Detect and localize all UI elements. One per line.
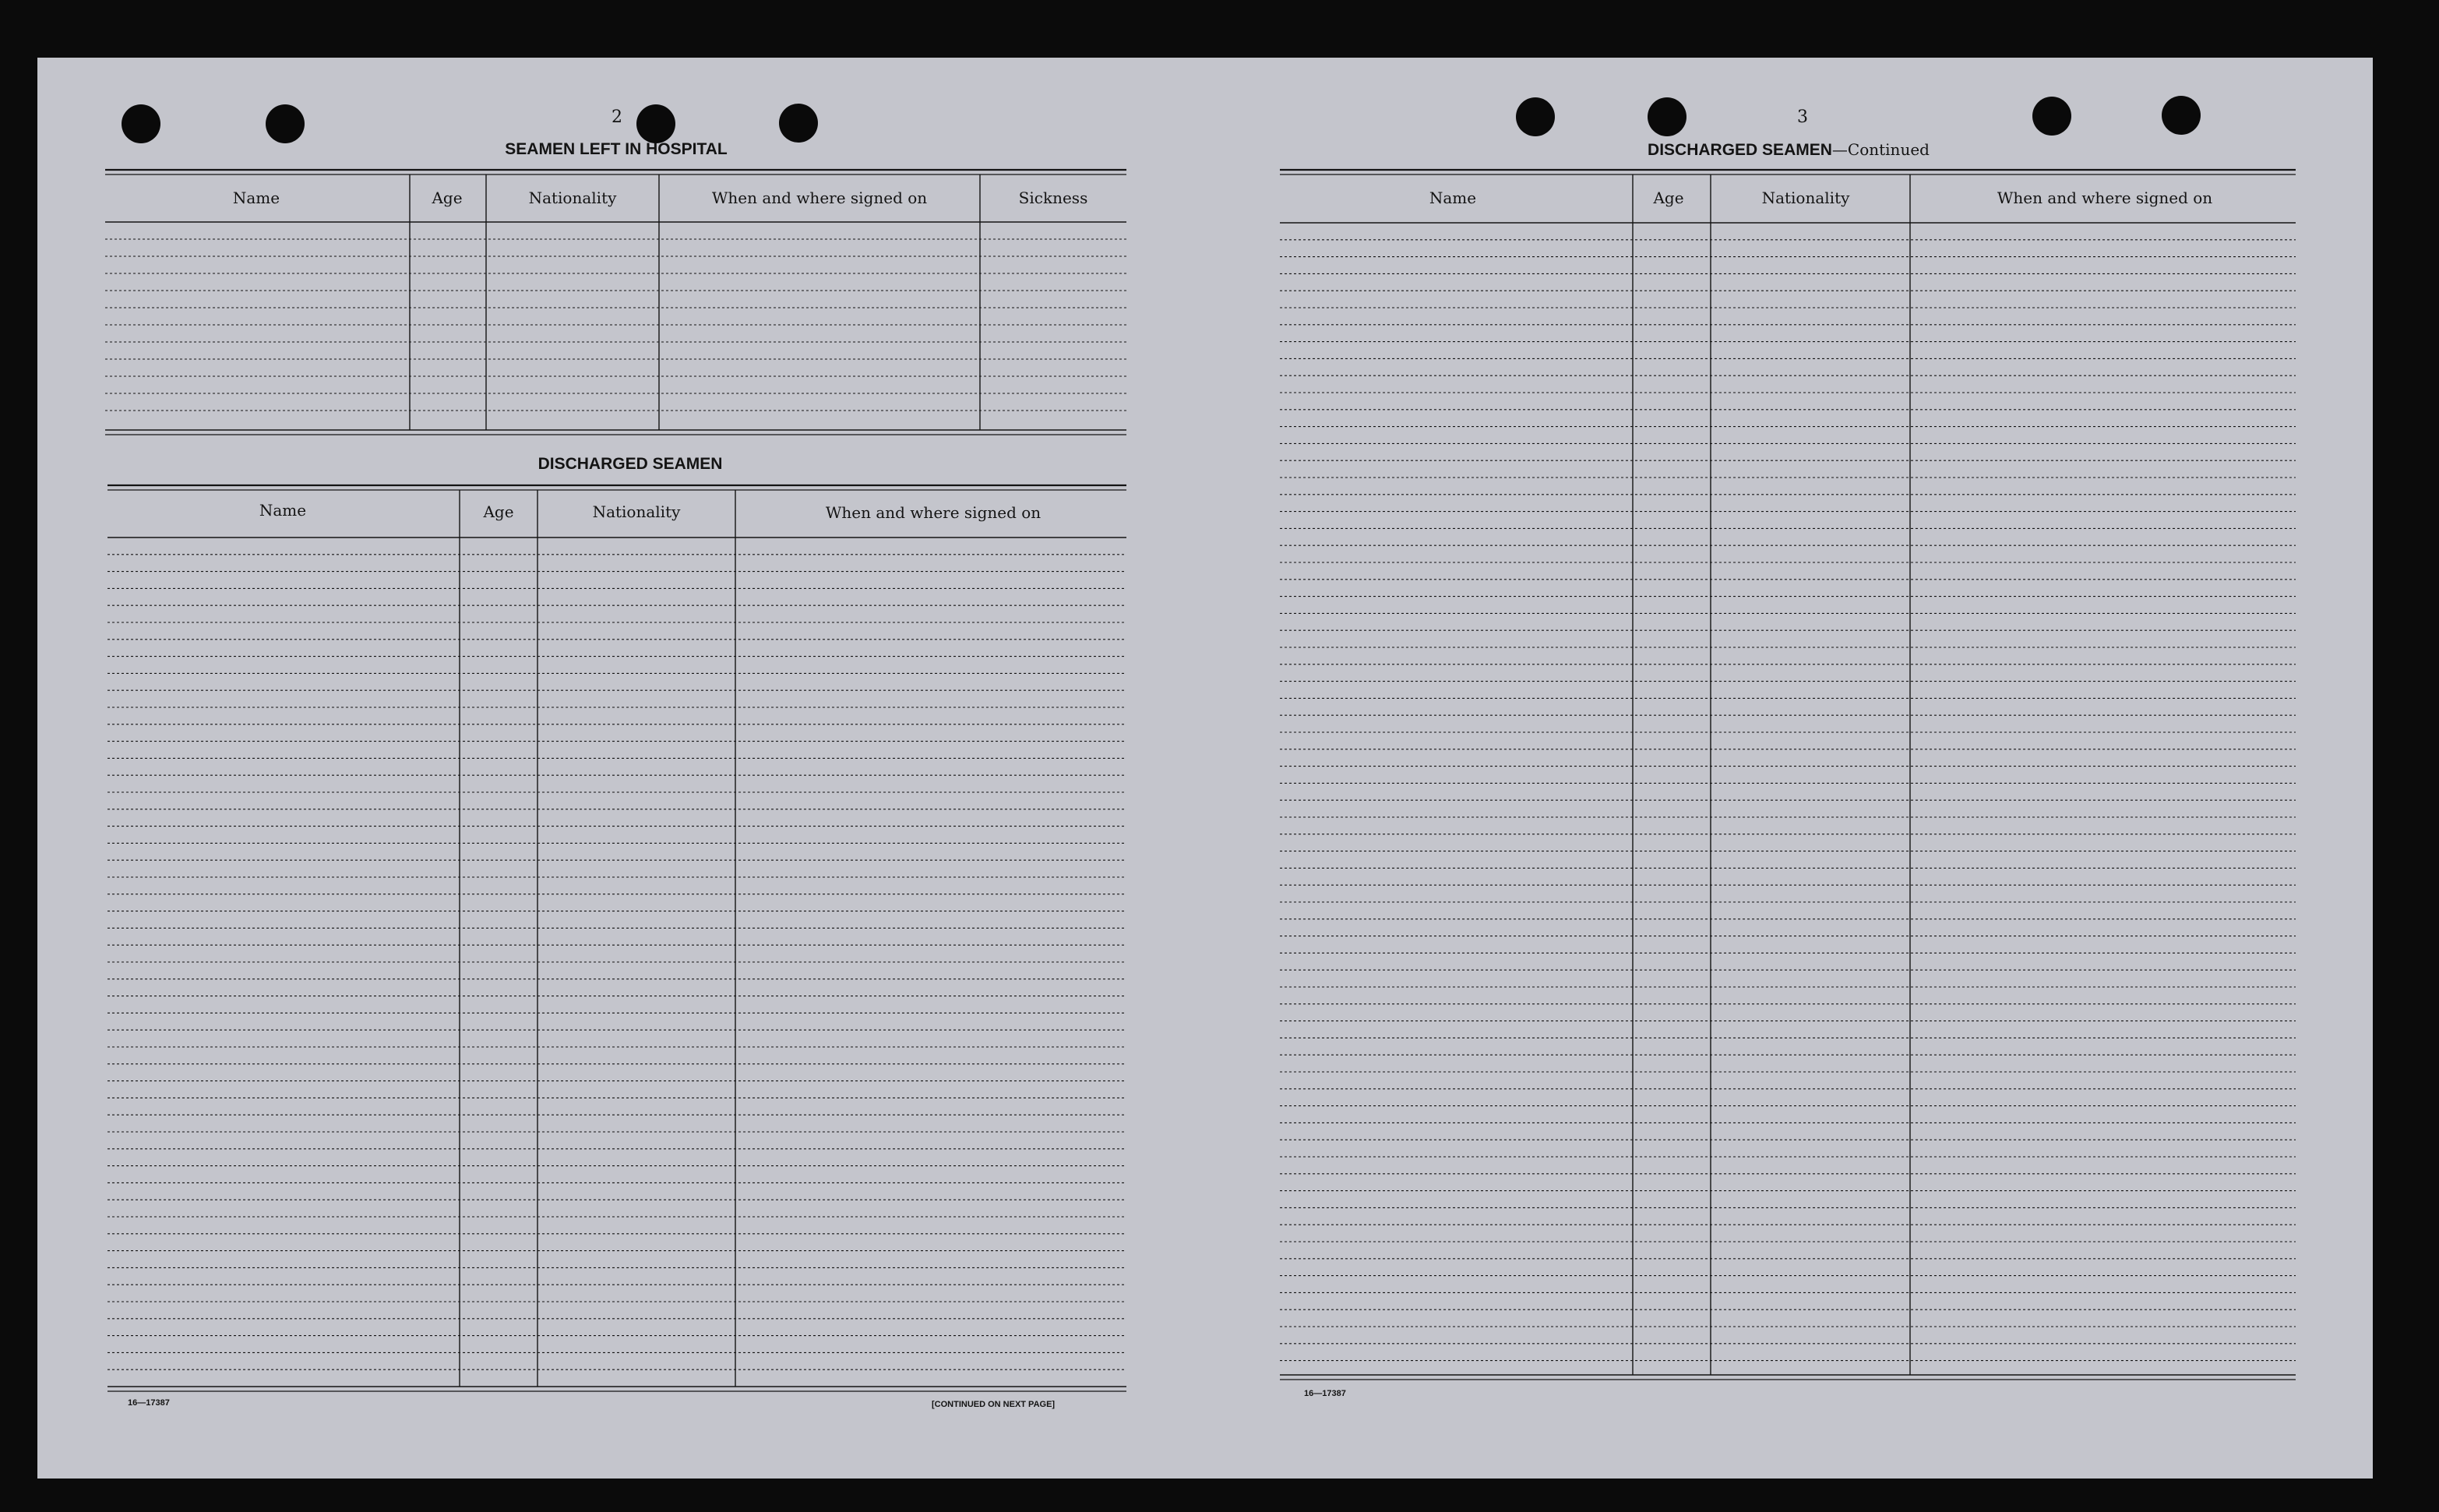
hospital-col-nationality: Nationality [528,189,617,207]
right-col-signed-on: When and where signed on [1997,189,2213,207]
discharged-col-signed-on: When and where signed on [825,503,1042,522]
right-col-name: Name [1429,189,1477,207]
discharged-section-title: DISCHARGED SEAMEN [537,455,723,473]
page-number-left: 2 [612,107,622,127]
continued-note: [CONTINUED ON NEXT PAGE] [932,1400,1056,1409]
form-number-right: 16—17387 [1304,1389,1346,1398]
discharged-col-age: Age [483,502,514,521]
right-col-nationality: Nationality [1761,189,1850,207]
hospital-section-title: SEAMEN LEFT IN HOSPITAL [505,140,728,158]
form-number-left: 16—17387 [128,1398,170,1408]
hospital-col-age: Age [432,189,463,207]
discharged-col-name: Name [259,501,307,520]
page-number-right: 3 [1797,107,1808,127]
discharged-continued-title-main: DISCHARGED SEAMEN [1648,141,1832,159]
right-col-age: Age [1653,189,1684,207]
continued-suffix: —Continued [1831,140,1930,159]
hospital-col-name: Name [232,189,280,207]
discharged-continued-title [1648,140,1930,160]
hospital-col-sickness: Sickness [1018,189,1088,207]
discharged-col-nationality: Nationality [592,502,681,521]
hospital-col-signed-on: When and where signed on [711,189,928,207]
